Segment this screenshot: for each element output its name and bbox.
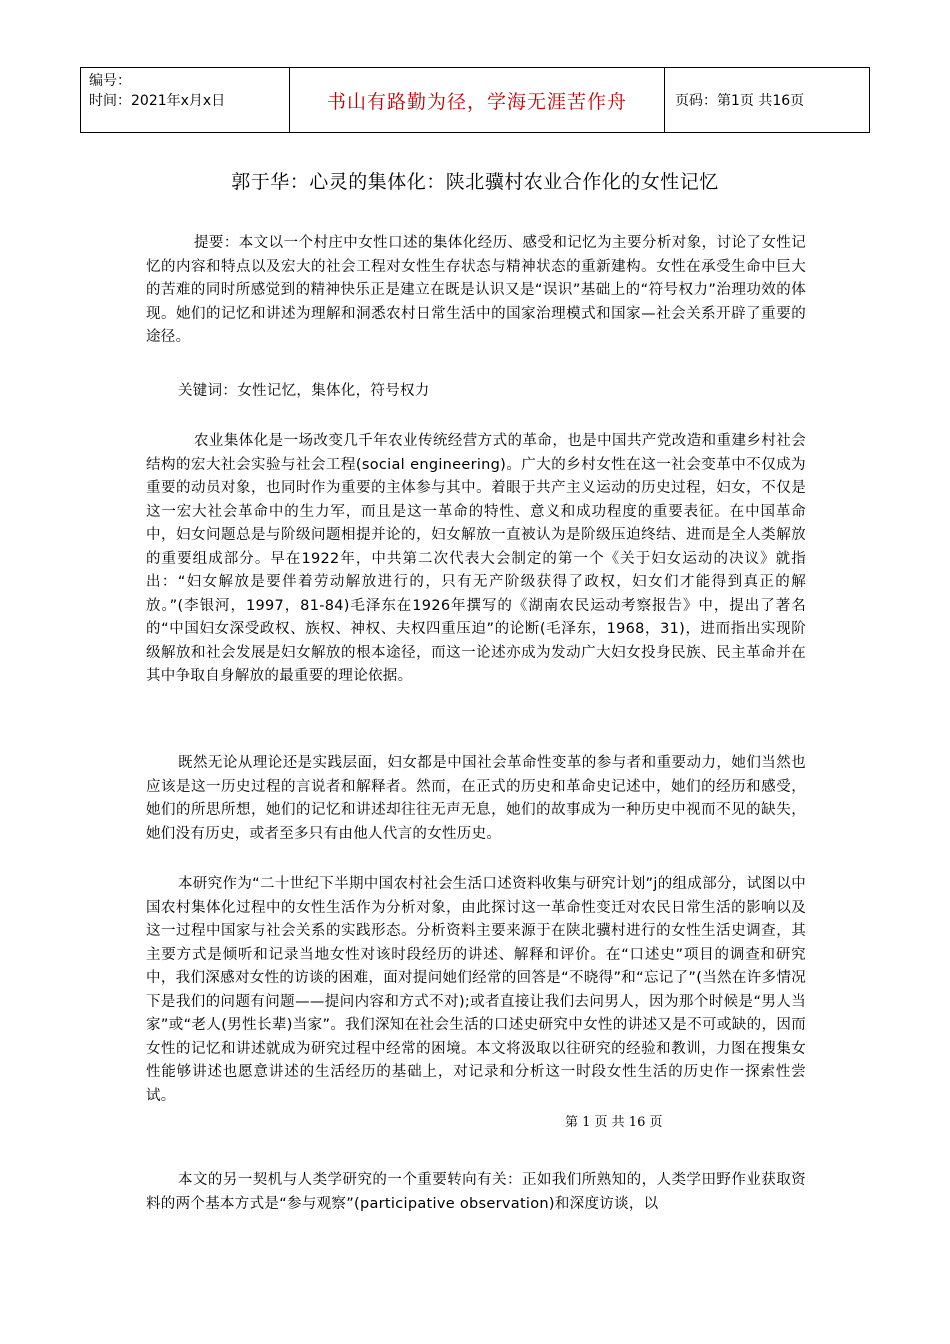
page-footer: 第 1 页 共 16 页 bbox=[565, 1115, 663, 1130]
header-motto-cell bbox=[290, 68, 665, 133]
keywords-paragraph: 关键词：女性记忆，集体化，符号权力 bbox=[178, 383, 430, 399]
header-page-info: 页码：第1页 共16页 bbox=[675, 93, 805, 109]
header-page-cell bbox=[665, 68, 870, 133]
document-date-label: 时间：2021年x月x日 bbox=[89, 93, 226, 109]
body-paragraph-4: 本文的另一契机与人类学研究的一个重要转向有关：正如我们所熟知的，人类学田野作业获取资料的两个基本方式是“参与观察”(participative observation)和深度访谈，以 bbox=[146, 1172, 806, 1212]
header-table bbox=[80, 67, 870, 133]
document-number-label: 编号： bbox=[89, 73, 131, 89]
article-title: 郭于华：心灵的集体化：陕北骥村农业合作化的女性记忆 bbox=[231, 171, 719, 193]
abstract-paragraph: 提要：本文以一个村庄中女性口述的集体化经历、感受和记忆为主要分析对象，讨论了女性记忆的内容和特点以及宏大的社会工程对女性生存状态与精神状态的重新建构。女性在承受生命中巨大的苦难的同时所感觉到的精神快乐正是建立在既是认识又是“误识”基础上的“符号权力”治理功效的体现。她们的记忆和讲述为理解和洞悉农村日常生活中的国家治理模式和国家—社会关系开辟了重要的途径。 bbox=[146, 235, 806, 345]
body-paragraph-1: 农业集体化是一场改变几千年农业传统经营方式的革命，也是中国共产党改造和重建乡村社会结构的宏大社会实验与社会工程(social engineering)。广大的乡村女性在这一社会变革中不仅成为重要的动员对象，也同时作为重要的主体参与其中。着眼于共产主义运动的历史过程，妇女，不仅是这一宏大社会革命中的生力军，而且是这一革命的特性、意义和成功程度的重要表征。在中国革命中，妇女问题总是与阶级问题相提并论的，妇女解放一直被认为是阶级压迫终结、进而是全人类解放的重要组成部分。早在1922年，中共第二次代表大会制定的第一个《关于妇女运动的决议》就指出：“妇女解放是要伴着劳动解放进行的，只有无产阶级获得了政权，妇女们才能得到真正的解放。”(李银河，1997，81-84)毛泽东在1926年撰写的《湖南农民运动考察报告》中，提出了著名的“中国妇女深受政权、族权、神权、夫权四重压迫”的论断(毛泽东，1968，31)，进而指出实现阶级解放和社会发展是妇女解放的根本途径，而这一论述亦成为发动广大妇女投身民族、民主革命并在其中争取自身解放的最重要的理论依据。 bbox=[146, 433, 806, 684]
body-paragraph-2: 既然无论从理论还是实践层面，妇女都是中国社会革命性变革的参与者和重要动力，她们当然也应该是这一历史过程的言说者和解释者。然而，在正式的历史和革命史记述中，她们的经历和感受，她们的所思所想，她们的记忆和讲述却往往无声无息，她们的故事成为一种历史中视而不见的缺失，她们没有历史，或者至多只有由他人代言的女性历史。 bbox=[146, 755, 806, 842]
header-meta-cell bbox=[81, 68, 290, 133]
motto-text: 书山有路勤为径，学海无涯苦作舟 bbox=[326, 90, 627, 113]
body-paragraph-3: 本研究作为“二十世纪下半期中国农村社会生活口述资料收集与研究计划”j的组成部分，试图以中国农村集体化过程中的女性生活作为分析对象，由此探讨这一革命性变迁对农民日常生活的影响以及这一过程中国家与社会关系的实践形态。分析资料主要来源于在陕北骥村进行的女性生活史调查，其主要方式是倾听和记录当地女性对该时段经历的讲述、解释和评价。在“口述史”项目的调查和研究中，我们深感对女性的访谈的困难，面对提问她们经常的回答是“不晓得”和“忘记了”(当然在许多情况下是我们的问题有问题——提问内容和方式不对);或者直接让我们去问男人，因为那个时候是“男人当家”或“老人(男性长辈)当家”。我们深知在社会生活的口述史研究中女性的讲述又是不可或缺的，因而女性的记忆和讲述就成为研究过程中经常的困境。本文将汲取以往研究的经验和教训，力图在搜集女性能够讲述也愿意讲述的生活经历的基础上，对记录和分析这一时段女性生活的历史作一探索性尝试。 bbox=[146, 876, 806, 1104]
